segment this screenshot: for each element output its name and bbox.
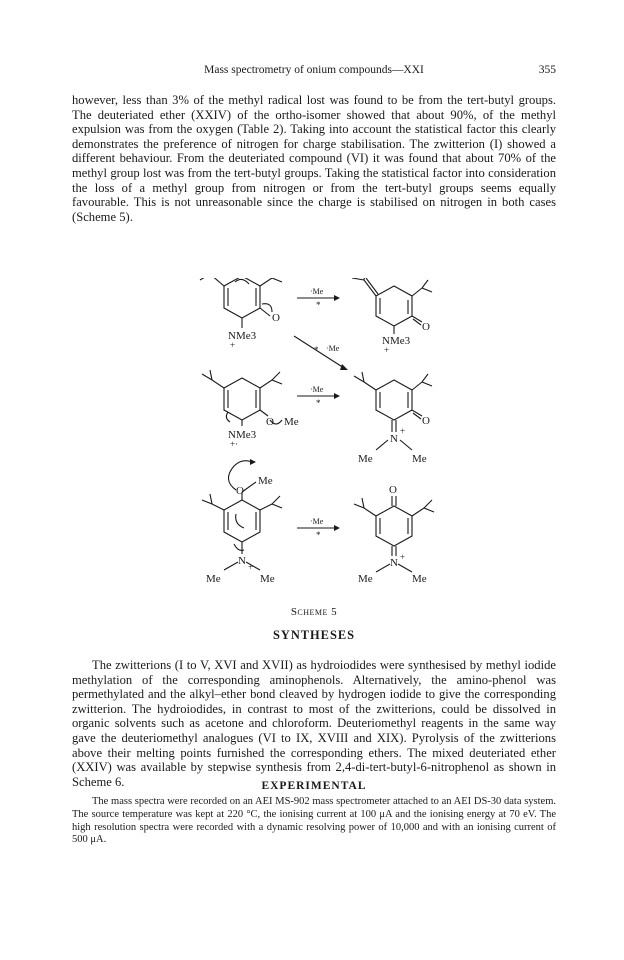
plus-label-r3r: + — [400, 552, 406, 562]
arrow-star-1: * — [316, 300, 321, 310]
oxygen-label-r2: O — [422, 415, 430, 427]
plus-label-1: + — [230, 340, 236, 350]
structure-zwitterion-left — [200, 278, 282, 328]
arrow-label-diagonal: ·Me — [326, 344, 340, 353]
arrow-star-2: * — [316, 398, 321, 408]
plus-dot-label-r3: +· — [248, 562, 257, 572]
scheme-caption — [72, 606, 556, 618]
oxygen-label-r3: O — [236, 485, 244, 497]
plus-dot-label-2: +· — [230, 439, 239, 449]
body-paragraph-1: however, less than 3% of the methyl radical lost was found to be from the tert-butyl groups. The deuteriated ether (XXIV) of the ortho-isomer showed that about 90%, of the methyl expulsion was from the oxygen (Table 2). Taking into account the statistical factor this clearly demonstrates the preference of nitrogen for charge stabilisation. The zwitterion (I) showed a different behaviour. From the deuteriated compound (VI) it was found that about 70% of the methyl group lost was from the tert-butyl groups. Taking the statistical factor into consideration the loss of a methyl group from nitrogen or from the tert-butyl groups seems equally favourable. This is not unreasonable since the charge is stabilised on nitrogen in both cases (Scheme 5). — [72, 93, 556, 224]
methyl-left-r3: Me — [206, 573, 221, 585]
oxygen-label-r1: O — [422, 321, 430, 333]
methyl-right-r3: Me — [260, 573, 275, 585]
nme3-label-1: NMe3 — [228, 330, 257, 342]
arrow-label-1: ·Me — [310, 287, 324, 296]
scheme-caption-text: Scheme 5 — [290, 606, 338, 618]
arrow-label-3: ·Me — [310, 517, 324, 526]
running-title: Mass spectrometry of onium compounds—XXI — [204, 64, 424, 76]
experimental-paragraph: The mass spectra were recorded on an AEI MS-902 mass spectrometer attached to an AEI DS-30 data system. The source temperature was kept at 220 °C, the ionising current at 100 μA and the ionising energy at 70 eV. The high resolution spectra were recorded with a dynamic resolving power of 10,000 and with an ionising current of 500 μA. — [72, 796, 556, 846]
arrow-star-3: * — [316, 530, 321, 540]
experimental-heading: EXPERIMENTAL — [261, 780, 367, 792]
nme3-label-2: NMe3 — [228, 429, 257, 441]
nitrogen-label-r3: N — [238, 555, 246, 567]
oxygen-label-r3r: O — [389, 484, 397, 496]
syntheses-heading: SYNTHESES — [272, 628, 355, 642]
methyl-right-r2: Me — [412, 453, 427, 465]
arrow-label-2: ·Me — [310, 385, 324, 394]
methyl-label-r3: Me — [258, 475, 273, 487]
arrow-star-diagonal: * — [314, 345, 319, 355]
running-header — [72, 64, 556, 80]
nitrogen-label-r3r: N — [390, 557, 398, 569]
plus-label-r1: + — [384, 345, 390, 355]
arrow-diagonal — [294, 336, 348, 370]
nme3-label-r1: NMe3 — [382, 335, 411, 347]
oxygen-minus-label: O — [272, 312, 280, 324]
nitrogen-label-r2: N — [390, 433, 398, 445]
structure-product-right-1 — [352, 278, 432, 334]
plus-label-r2: + — [400, 426, 406, 436]
reaction-scheme-5 — [72, 278, 556, 618]
oxygen-label-ether: O — [266, 416, 274, 428]
syntheses-paragraph: The zwitterions (I to V, XVI and XVII) as hydroiodides were synthesised by methyl iodide methylation of the corresponding aminophenols. Alternatively, the amino-phenol was permethylated and the alkyl–ether bond cleaved by hydrogen iodide to give the corresponding zwitterion. The hydroiodides, in contrast to most of the zwitterions, could be dissolved in organic solvents such as acetone and chloroform. Deuteriomethyl reagents in the same way gave the deuteriomethyl analogues (VI to IX, XVIII and XIX). Pyrolysis of the zwitterions above their melting points furnished the corresponding ethers. The mixed deuteriated ether (XXIV) was available by stepwise synthesis from 2,4-di-tert-butyl-6-nitrophenol as shown in Scheme 6. — [72, 658, 556, 789]
methyl-left-r3r: Me — [358, 573, 373, 585]
methyl-label-ether: Me — [284, 416, 299, 428]
methyl-left-r2: Me — [358, 453, 373, 465]
methyl-right-r3r: Me — [412, 573, 427, 585]
page-number: 355 — [538, 64, 556, 76]
